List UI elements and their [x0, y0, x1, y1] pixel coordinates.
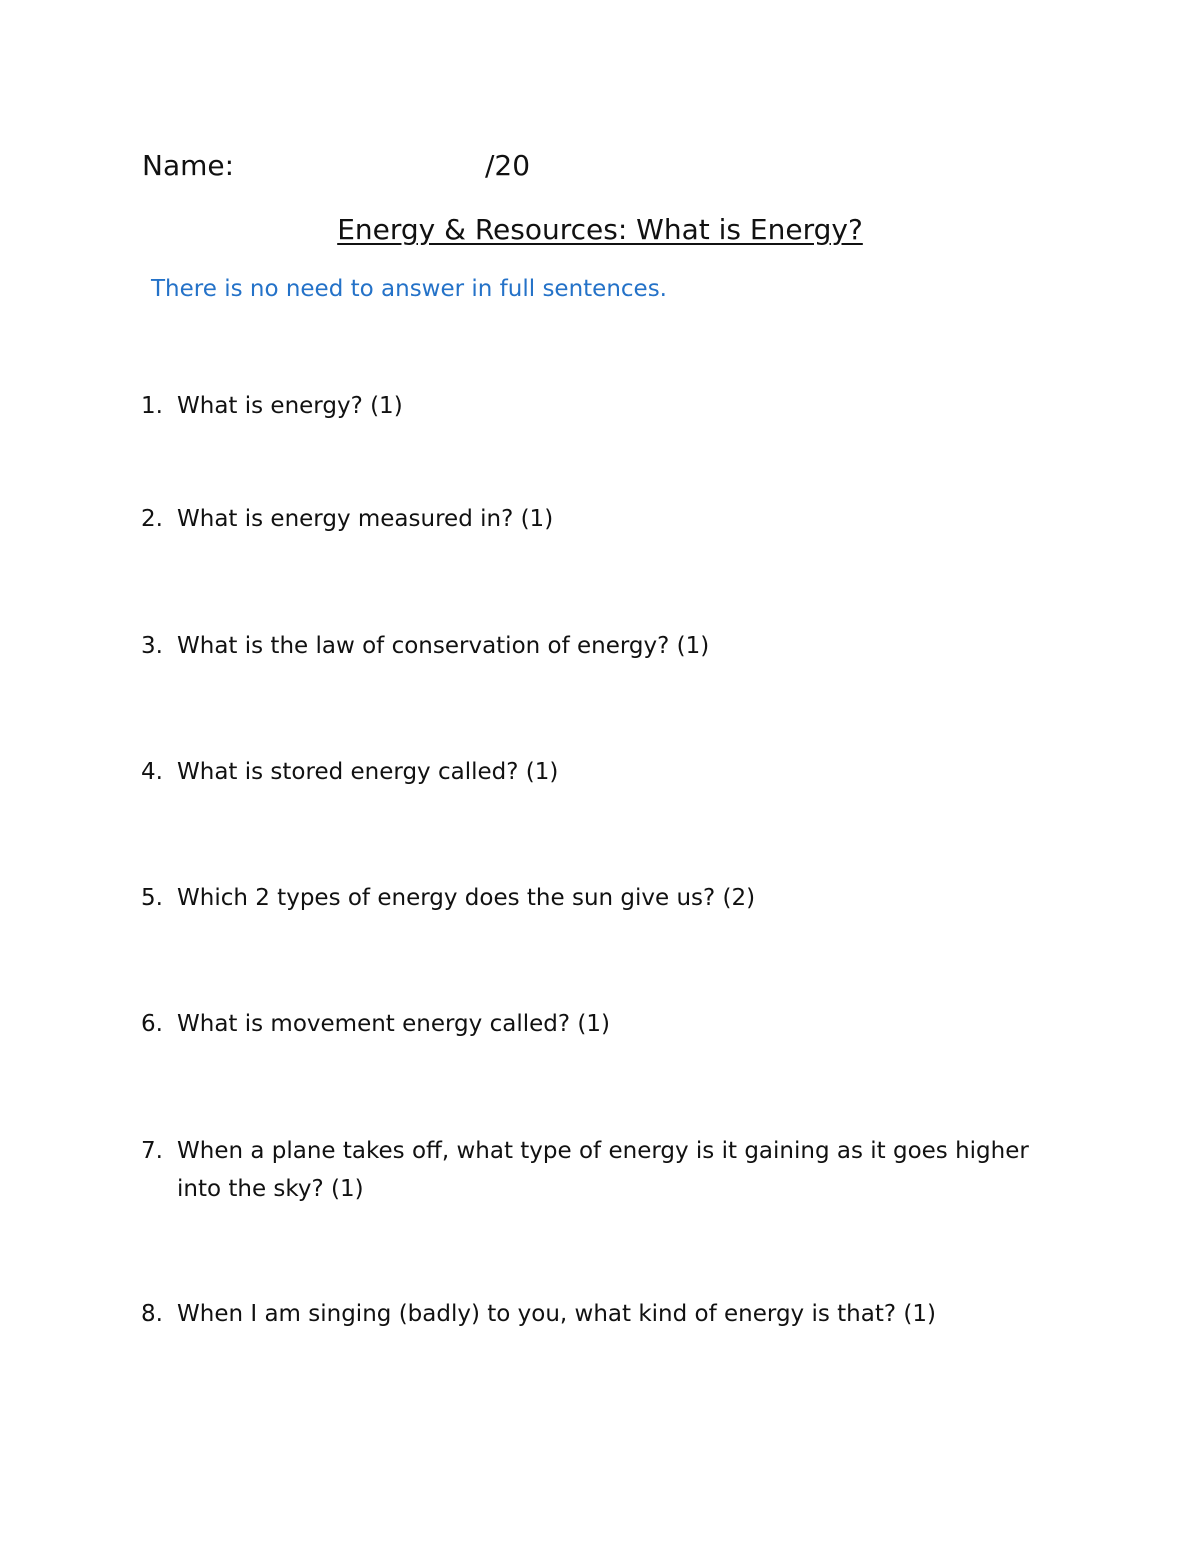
question-item: [141, 1295, 1071, 1333]
question-item: [141, 1132, 1071, 1208]
worksheet-title: Energy & Resources: What is Energy?: [337, 213, 863, 246]
question-number: 6.: [141, 1011, 163, 1037]
name-label: Name:: [142, 149, 235, 182]
question-text: What is energy measured in? (1): [177, 506, 554, 532]
question-number: 2.: [141, 506, 163, 532]
question-text: What is the law of conservation of energy? (1): [177, 633, 710, 659]
question-item: [141, 753, 1071, 791]
question-number: 8.: [141, 1301, 163, 1327]
question-item: [141, 879, 1071, 917]
score-label: /20: [485, 149, 531, 182]
question-text: What is energy? (1): [177, 393, 403, 419]
question-text: What is movement energy called? (1): [177, 1011, 610, 1037]
instruction-text: There is no need to answer in full sentences.: [151, 276, 667, 302]
question-text: When a plane takes off, what type of energy is it gaining as it goes higher into the sky? (1): [177, 1138, 1029, 1202]
question-item: [141, 500, 1071, 538]
question-item: [141, 1005, 1071, 1043]
question-number: 7.: [141, 1138, 163, 1164]
question-item: [141, 387, 1071, 425]
question-number: 3.: [141, 633, 163, 659]
question-number: 5.: [141, 885, 163, 911]
question-number: 4.: [141, 759, 163, 785]
question-item: [141, 627, 1071, 665]
question-text: Which 2 types of energy does the sun give us? (2): [177, 885, 756, 911]
question-text: When I am singing (badly) to you, what kind of energy is that? (1): [177, 1301, 936, 1327]
question-number: 1.: [141, 393, 163, 419]
question-text: What is stored energy called? (1): [177, 759, 559, 785]
